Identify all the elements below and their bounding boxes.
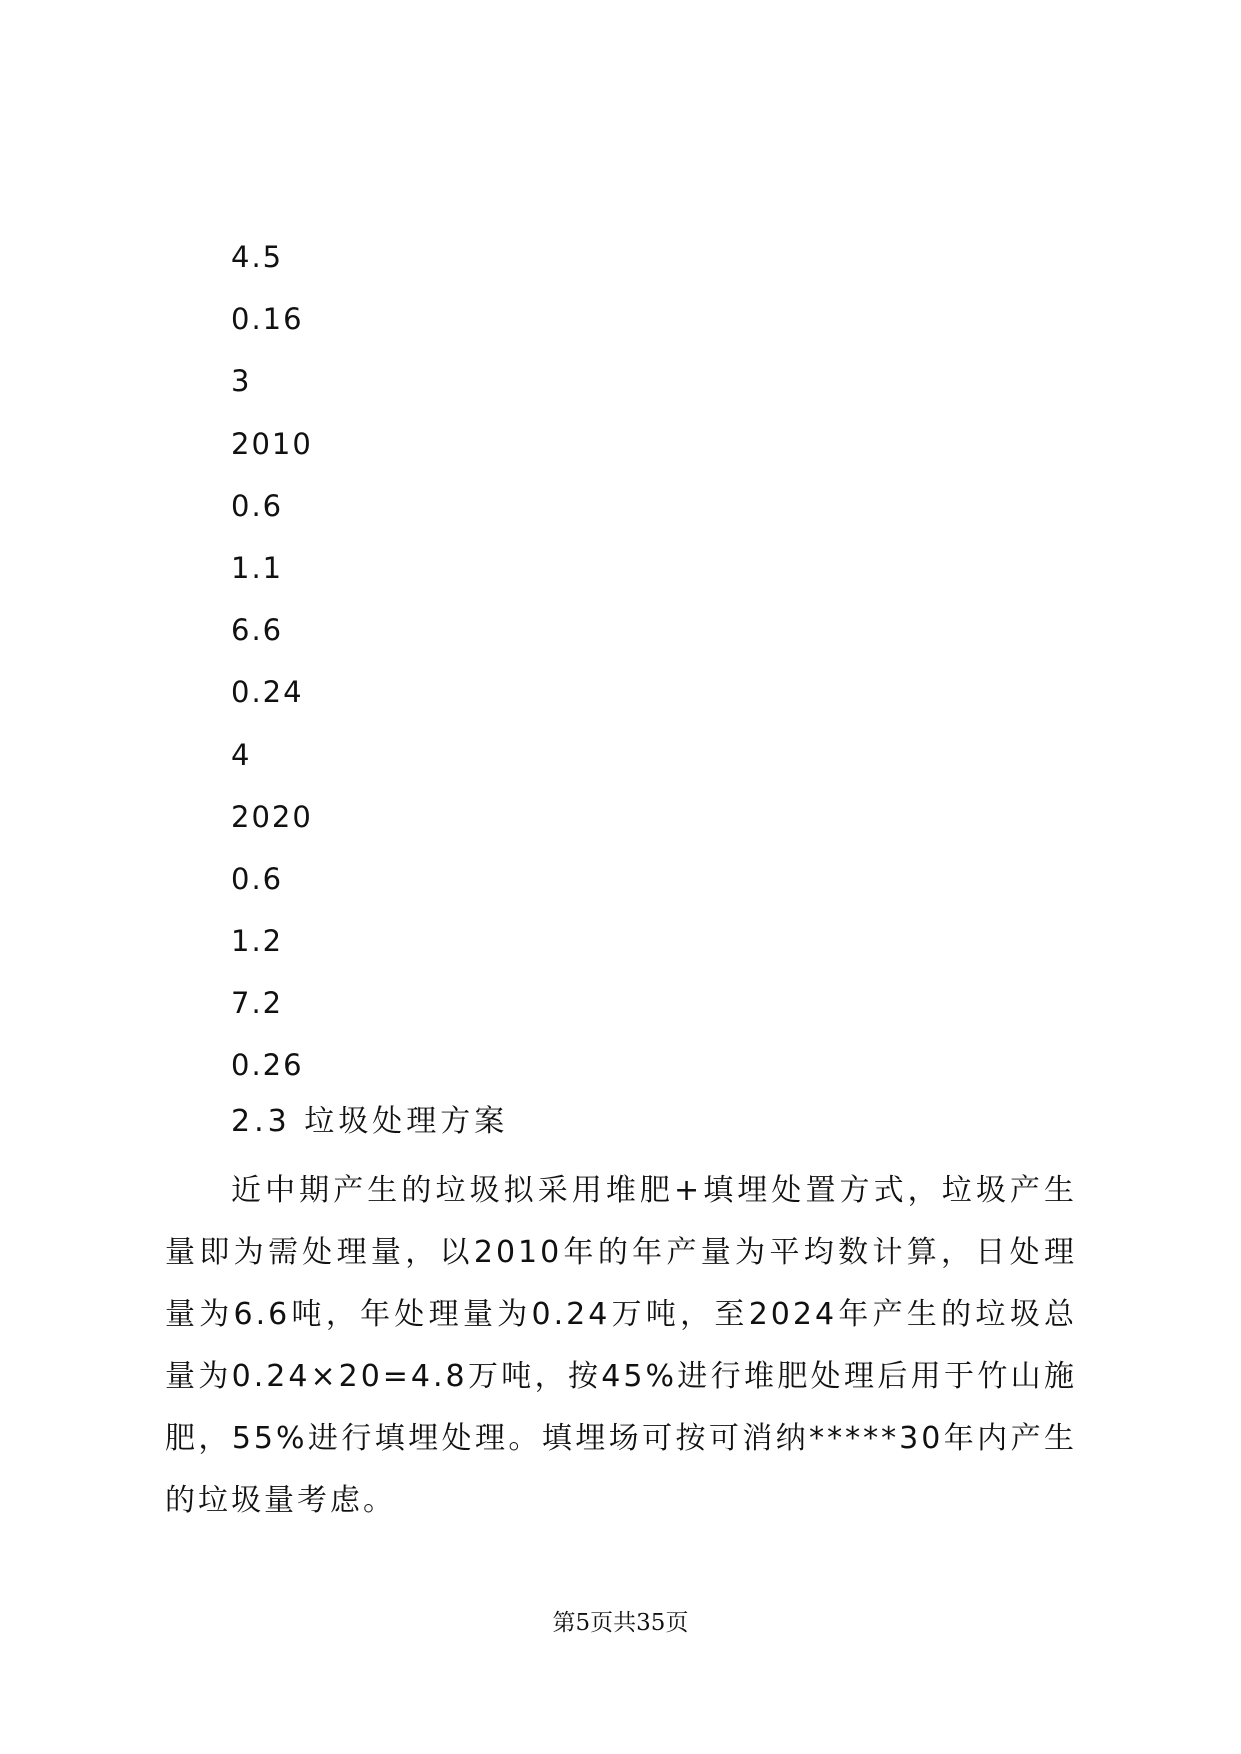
total-suffix: 页 bbox=[665, 1610, 689, 1636]
page-suffix: 页 bbox=[590, 1610, 614, 1636]
value-item: 0.24 bbox=[231, 675, 304, 710]
value-item: 7.2 bbox=[231, 986, 284, 1021]
value-item: 1.2 bbox=[231, 924, 284, 959]
value-item: 2010 bbox=[231, 426, 313, 461]
value-item: 3 bbox=[231, 364, 252, 399]
value-item: 4 bbox=[231, 737, 252, 772]
total-pages-number: 35 bbox=[636, 1610, 666, 1636]
value-item: 0.6 bbox=[231, 488, 284, 523]
value-item: 2020 bbox=[231, 799, 313, 834]
value-item: 0.6 bbox=[231, 861, 284, 896]
body-paragraph: 近中期产生的垃圾拟采用堆肥+填埋处置方式，垃圾产生量即为需处理量，以2010年的年产量为平均数计算，日处理量为6.6吨，年处理量为0.24万吨，至2024年产生的垃圾总量为0.24×20=4.8万吨，按45%进行堆肥处理后用于竹山施肥，55%进行填埋处理。填埋场可按可消纳*****30年内产生的垃圾量考虑。 bbox=[165, 1173, 1077, 1518]
value-list bbox=[231, 234, 313, 1105]
value-item: 0.16 bbox=[231, 302, 304, 337]
current-page-number: 5 bbox=[575, 1610, 591, 1636]
page-prefix: 第 bbox=[552, 1610, 576, 1636]
value-item: 1.1 bbox=[231, 550, 284, 585]
section-heading: 2.3 垃圾处理方案 bbox=[231, 1104, 509, 1139]
value-item: 4.5 bbox=[231, 240, 284, 274]
total-prefix: 共 bbox=[613, 1610, 637, 1636]
value-item: 6.6 bbox=[231, 613, 284, 648]
page-footer bbox=[0, 1608, 1241, 1638]
value-item: 0.26 bbox=[231, 1048, 304, 1083]
